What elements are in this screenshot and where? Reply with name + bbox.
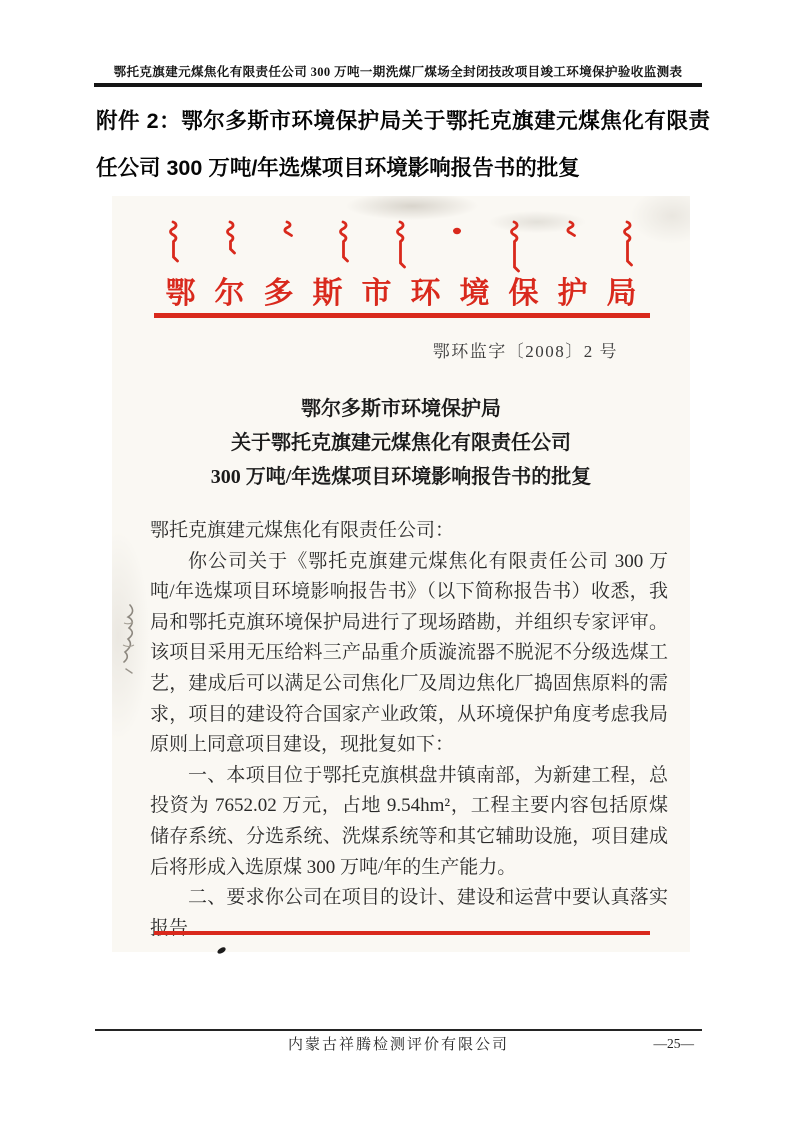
running-header-title: 鄂托克旗建元煤焦化有限责任公司 300 万吨一期洗煤厂煤场全封闭技改项目竣工环境保护验收监测表 xyxy=(113,65,683,79)
letter-paragraph: 二、要求你公司在项目的设计、建设和运营中要认真落实报告 xyxy=(150,887,668,939)
letter-title-line: 300 万吨/年选煤项目环境影响报告书的批复 xyxy=(210,466,592,488)
agency-name: 鄂尔多斯市环境保护局 xyxy=(165,277,656,310)
mongolian-glyph-icon xyxy=(223,220,237,274)
letter-body xyxy=(150,516,668,944)
letter-salutation: 鄂托克旗建元煤焦化有限责任公司： xyxy=(150,520,455,541)
letter-paragraph: 一、本项目位于鄂托克旗棋盘井镇南部，为新建工程，总投资为 7652.02 万元，占地 9.54hm²，工程主要内容包括原煤储存系统、分选系统、洗煤系统等和其它辅助设施，项目建成后将形成入选原煤 300 万吨/年的生产能力。 xyxy=(150,764,668,878)
mongolian-glyph-icon xyxy=(393,220,407,274)
letter-title-line: 鄂尔多斯市环境保护局 xyxy=(301,398,501,420)
letter-paragraph: 你公司关于《鄂托克旗建元煤焦化有限责任公司 300 万吨/年选煤项目环境影响报告书》（以下简称报告书）收悉，我局和鄂托克旗环境保护局进行了现场踏勘，并组织专家评审。该项目采用无压给料三产品重介质漩流器不脱泥不分级选煤工艺，建成后可以满足公司焦化厂及周边焦化厂捣固焦原料的需求，项目的建设符合国家产业政策，从环境保护角度考虑我局原则上同意项目建设，现批复如下： xyxy=(150,550,668,756)
footer-divider-rule xyxy=(95,1029,702,1031)
mongolian-glyph-icon xyxy=(507,220,521,274)
letter-title xyxy=(112,392,690,494)
letter-bottom-rule xyxy=(154,931,650,935)
mongolian-glyph-icon xyxy=(620,220,634,274)
letterhead-rule xyxy=(154,313,650,318)
mongolian-glyph-icon xyxy=(166,220,180,274)
mongolian-vertical-script-icon xyxy=(166,220,634,274)
mongolian-glyph-icon xyxy=(450,220,464,274)
footer-company-name: 内蒙古祥腾检测评价有限公司 xyxy=(287,1037,509,1053)
mongolian-glyph-icon xyxy=(563,220,577,274)
letter-title-line: 关于鄂托克旗建元煤焦化有限责任公司 xyxy=(231,432,571,454)
document-number: 鄂环监字〔2008〕2 号 xyxy=(432,342,618,361)
mongolian-glyph-icon xyxy=(336,220,350,274)
header-divider-rule xyxy=(94,83,702,87)
footer-page-number: —25— xyxy=(653,1036,694,1051)
attachment-heading: 附件 2：鄂尔多斯市环境保护局关于鄂托克旗建元煤焦化有限责任公司 300 万吨/年选煤项目环境影响报告书的批复 xyxy=(96,109,710,180)
scanned-letter-image xyxy=(112,196,690,952)
mongolian-glyph-icon xyxy=(280,220,294,274)
handwritten-margin-mark xyxy=(116,601,142,691)
